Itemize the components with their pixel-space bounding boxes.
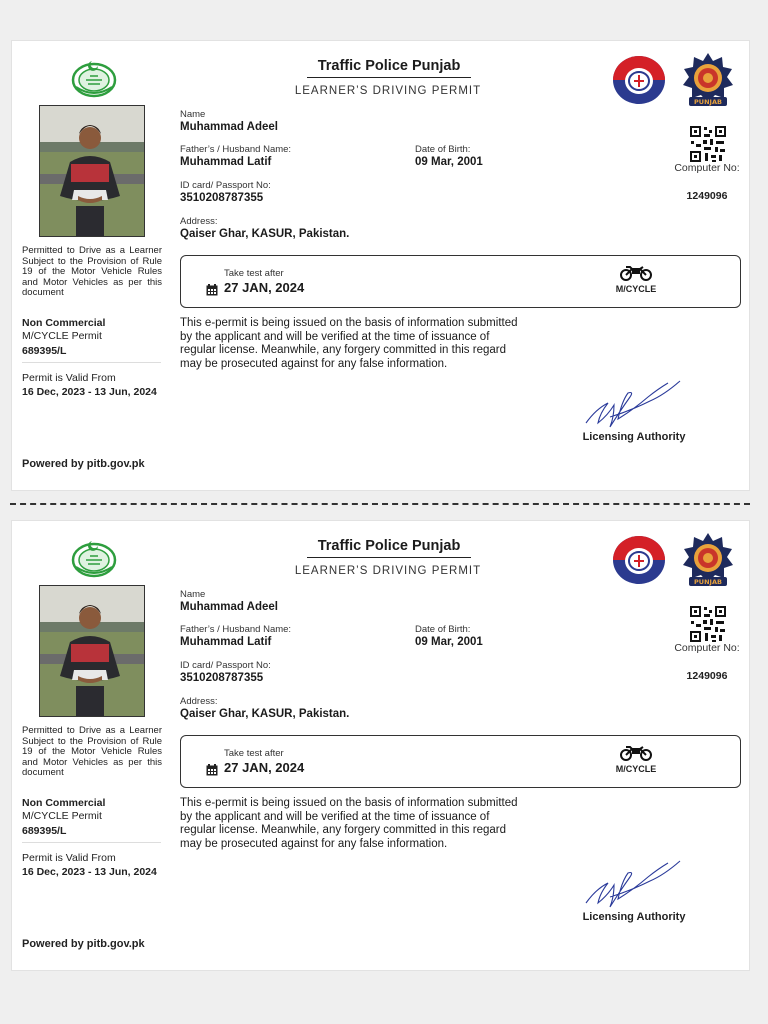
test-info-box xyxy=(180,735,741,788)
traffic-police-badge xyxy=(681,51,735,109)
permit-type: M/CYCLE Permit xyxy=(22,330,102,342)
dob-label: Date of Birth: xyxy=(415,144,471,155)
address-label: Address: xyxy=(180,216,218,227)
id-label: ID card/ Passport No: xyxy=(180,180,271,191)
valid-from-label: Permit is Valid From xyxy=(22,852,116,864)
dob-label: Date of Birth: xyxy=(415,624,471,635)
dob-value: 09 Mar, 2001 xyxy=(415,636,483,648)
powered-by: Powered by pitb.gov.pk xyxy=(22,938,145,950)
test-info-box xyxy=(180,255,741,308)
signature xyxy=(582,851,686,911)
name-label: Name xyxy=(180,589,206,600)
punjab-police-logo xyxy=(612,55,666,105)
address-label: Address: xyxy=(180,696,218,707)
permit-number: 689395/L xyxy=(22,825,67,837)
card-title: Traffic Police Punjab xyxy=(307,58,471,78)
dob-value: 09 Mar, 2001 xyxy=(415,156,483,168)
permit-number: 689395/L xyxy=(22,345,67,357)
applicant-photo xyxy=(39,585,145,717)
address-value: Qaiser Ghar, KASUR, Pakistan. xyxy=(180,228,350,240)
traffic-police-badge xyxy=(681,531,735,589)
name-label: Name xyxy=(180,109,206,120)
test-label: Take test after xyxy=(224,748,284,759)
test-label: Take test after xyxy=(224,268,284,279)
permit-card xyxy=(11,520,750,971)
calendar-icon xyxy=(206,764,218,776)
valid-dates: 16 Dec, 2023 - 13 Jun, 2024 xyxy=(22,386,157,398)
computer-no: 1249096 xyxy=(686,670,728,682)
card-subtitle: LEARNER’S DRIVING PERMIT xyxy=(294,565,482,577)
test-date: 27 JAN, 2024 xyxy=(224,280,305,295)
id-value: 3510208787355 xyxy=(180,672,264,684)
permit-notice: This e-permit is being issued on the basis of information submitted by the applicant and will be verified at the time of issuance of regular license. Meanwhile, any forgery committed in this regard may be prosecuted against for any false information. xyxy=(180,797,518,850)
punjab-police-logo xyxy=(612,535,666,585)
side-divider xyxy=(22,842,161,843)
qr-code xyxy=(689,605,727,643)
computer-no-label: Computer No: xyxy=(674,162,740,174)
signature xyxy=(582,371,686,431)
qr-code xyxy=(689,125,727,163)
punjab-government-logo xyxy=(70,57,118,99)
badge-text: PUNJAB xyxy=(694,578,722,586)
valid-dates: 16 Dec, 2023 - 13 Jun, 2024 xyxy=(22,866,157,878)
permit-notice: This e-permit is being issued on the basis of information submitted by the applicant and will be verified at the time of issuance of regular license. Meanwhile, any forgery committed in this regard may be prosecuted against for any false information. xyxy=(180,317,518,370)
licensing-authority: Licensing Authority xyxy=(582,911,686,923)
father-name: Muhammad Latif xyxy=(180,156,272,168)
card-title: Traffic Police Punjab xyxy=(307,538,471,558)
valid-from-label: Permit is Valid From xyxy=(22,372,116,384)
punjab-government-logo xyxy=(70,537,118,579)
badge-text: PUNJAB xyxy=(694,98,722,106)
permit-category: Non Commercial xyxy=(22,797,106,809)
id-value: 3510208787355 xyxy=(180,192,264,204)
computer-no-label: Computer No: xyxy=(674,642,740,654)
cut-line xyxy=(10,503,750,505)
permitted-text: Permitted to Drive as a Learner Subject to the Provision of Rule 19 of the Motor Vehicle Rules and Motor Vehicles as per this document xyxy=(22,245,162,298)
address-value: Qaiser Ghar, KASUR, Pakistan. xyxy=(180,708,350,720)
vehicle-type: M/CYCLE xyxy=(615,284,657,294)
applicant-name: Muhammad Adeel xyxy=(180,121,278,133)
powered-by: Powered by pitb.gov.pk xyxy=(22,458,145,470)
test-date: 27 JAN, 2024 xyxy=(224,760,305,775)
permitted-text: Permitted to Drive as a Learner Subject to the Provision of Rule 19 of the Motor Vehicle Rules and Motor Vehicles as per this document xyxy=(22,725,162,778)
permit-type: M/CYCLE Permit xyxy=(22,810,102,822)
motorcycle-icon xyxy=(620,265,652,281)
licensing-authority: Licensing Authority xyxy=(582,431,686,443)
permit-category: Non Commercial xyxy=(22,317,106,329)
applicant-name: Muhammad Adeel xyxy=(180,601,278,613)
vehicle-type: M/CYCLE xyxy=(615,764,657,774)
father-name: Muhammad Latif xyxy=(180,636,272,648)
applicant-photo xyxy=(39,105,145,237)
motorcycle-icon xyxy=(620,745,652,761)
id-label: ID card/ Passport No: xyxy=(180,660,271,671)
father-label: Father’s / Husband Name: xyxy=(180,624,292,635)
calendar-icon xyxy=(206,284,218,296)
father-label: Father’s / Husband Name: xyxy=(180,144,292,155)
side-divider xyxy=(22,362,161,363)
card-subtitle: LEARNER’S DRIVING PERMIT xyxy=(294,85,482,97)
computer-no: 1249096 xyxy=(686,190,728,202)
permit-card xyxy=(11,40,750,491)
